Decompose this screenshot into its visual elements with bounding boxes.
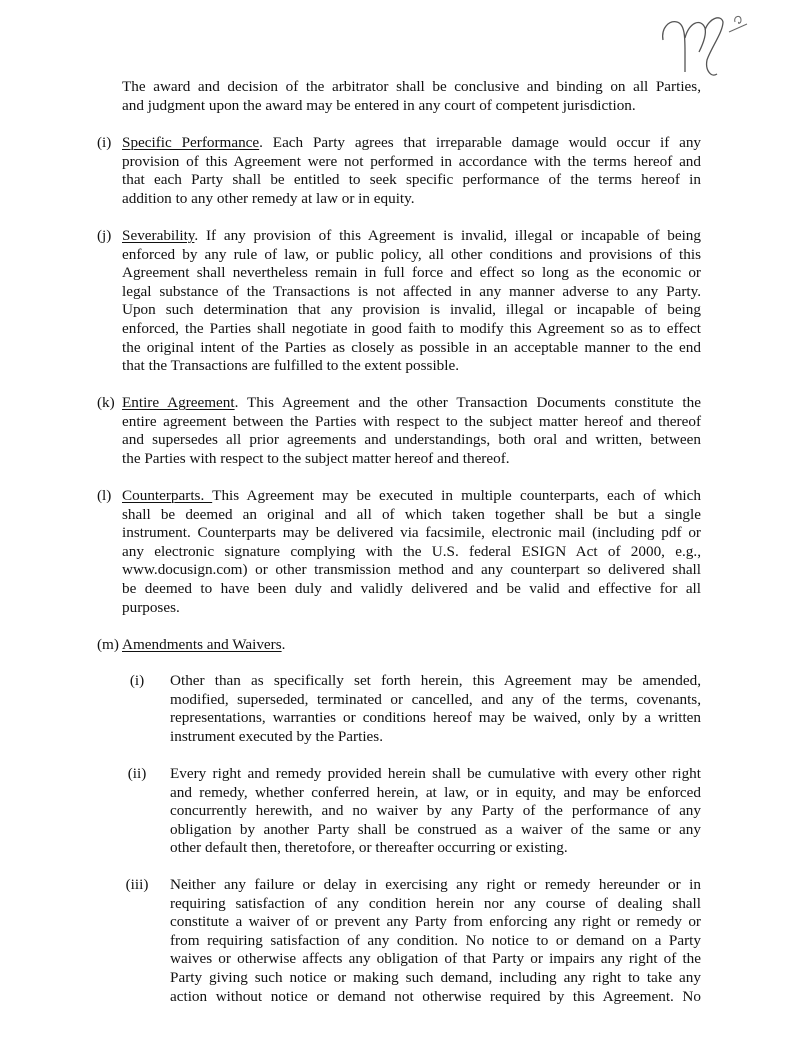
text-line: representations, warranties or conditions hereof may be waived, only by a written: [170, 709, 701, 727]
text-line: and judgment upon the award may be entered in any court of competent jurisdiction.: [122, 96, 636, 114]
text-line: constitute a waiver of or prevent any Party from enforcing any right or remedy or: [170, 913, 701, 931]
text-line: . Each Party agrees that irreparable damage would occur if any: [259, 134, 702, 151]
handwritten-initials-signature: [655, 8, 775, 76]
text-line: Every right and remedy provided herein shall be cumulative with every other right: [170, 765, 701, 782]
text-line: other default then, theretofore, or thereafter occurring or existing.: [170, 839, 568, 857]
subsection-ii: [97, 765, 701, 858]
subsection-iii: [97, 876, 701, 1006]
text-line: concurrently herewith, and no waiver by any Party of the performance of any: [170, 802, 701, 820]
subsection-label: (iii): [125, 876, 149, 893]
section-heading: Counterparts.: [122, 487, 213, 504]
text-line: action without notice or demand not otherwise required by this Agreement. No: [170, 987, 701, 1005]
section-heading: Severability: [122, 227, 195, 244]
text-line: any electronic signature complying with the U.S. federal ESIGN Act of 2000, e.g.,: [122, 542, 701, 560]
text-line: shall be deemed an original and all of which taken together shall be but a single: [122, 505, 701, 523]
text-line: and supersedes all prior agreements and understandings, both oral and written, between: [122, 431, 701, 449]
text-line: enforced by any rule of law, or public policy, all other conditions and provisions of this: [122, 245, 701, 263]
text-line: purposes.: [122, 598, 180, 616]
text-line: . This Agreement and the other Transaction Documents constitute the: [234, 394, 701, 411]
subsection-label: (ii): [127, 765, 147, 782]
text-line: provision of this Agreement were not performed in accordance with the terms hereof and: [122, 152, 701, 170]
continuation-paragraph: [97, 78, 701, 115]
text-line: www.docusign.com) or other transmission method and any counterpart so delivered shall: [122, 561, 701, 579]
subsection-i: [97, 672, 701, 746]
text-line: Neither any failure or delay in exercising any right or remedy hereunder or in: [170, 876, 701, 893]
section-label: (m): [97, 636, 119, 653]
text-line: Agreement shall nevertheless remain in full force and effect so long as the economic or: [122, 264, 701, 282]
text-line: . If any provision of this Agreement is invalid, illegal or incapable of being: [194, 227, 701, 244]
text-line: instrument executed by the Parties.: [170, 727, 383, 745]
section-severability: [97, 227, 701, 376]
text-line: waives or otherwise affects any obligation of that Party or impairs any right of the: [170, 950, 701, 968]
text-line: Party giving such notice or making such demand, including any right to take any: [170, 968, 701, 986]
text-line: that the Transactions are fulfilled to the extent possible.: [122, 357, 460, 375]
subsection-label: (i): [129, 672, 145, 689]
text-line: be deemed to have been duly and validly delivered and be valid and effective for all: [122, 579, 701, 597]
section-label: (i): [97, 134, 112, 151]
text-line: obligation by another Party shall be construed as a waiver of the same or any: [170, 820, 701, 838]
text-line: and remedy, whether conferred herein, at law, or in equity, and may be enforced: [170, 783, 701, 801]
text-line: instrument. Counterparts may be delivered via facsimile, electronic mail (including pdf or: [122, 524, 701, 542]
section-amendments-and-waivers: [97, 636, 701, 655]
text-line: legal substance of the Transactions is not affected in any manner adverse to any Party.: [122, 282, 701, 300]
section-heading: Specific Performance: [122, 134, 260, 151]
text-line: the original intent of the Parties as closely as possible in an acceptable manner to the end: [122, 338, 701, 356]
text-line: requiring satisfaction of any condition herein nor any course of dealing shall: [170, 894, 701, 912]
text-line: .: [281, 636, 286, 653]
section-counterparts: [97, 487, 701, 617]
section-heading: Amendments and Waivers: [122, 636, 282, 653]
text-line: entire agreement between the Parties with respect to the subject matter hereof and thereof: [122, 412, 701, 430]
text-line: addition to any other remedy at law or in equity.: [122, 189, 415, 207]
text-line: Upon such determination that any provision is invalid, illegal or incapable of being: [122, 301, 701, 319]
text-line: modified, superseded, terminated or cancelled, and any of the terms, covenants,: [170, 690, 701, 708]
section-label: (k): [97, 394, 115, 411]
section-heading: Entire Agreement: [122, 394, 235, 411]
section-label: (l): [97, 487, 112, 504]
section-entire-agreement: [97, 394, 701, 468]
text-line: from requiring satisfaction of any condition. No notice to or demand on a Party: [170, 931, 701, 949]
text-line: the Parties with respect to the subject matter hereof and thereof.: [122, 449, 510, 467]
text-line: Other than as specifically set forth herein, this Agreement may be amended,: [170, 672, 701, 689]
section-specific-performance: [97, 134, 701, 208]
text-line: enforced, the Parties shall negotiate in good faith to modify this Agreement so as to effect: [122, 319, 701, 337]
text-line: This Agreement may be executed in multiple counterparts, each of which: [212, 487, 701, 504]
text-line: The award and decision of the arbitrator shall be conclusive and binding on all Parties,: [122, 78, 701, 95]
section-label: (j): [97, 227, 112, 244]
text-line: that each Party shall be entitled to seek specific performance of the terms hereof in: [122, 171, 701, 189]
